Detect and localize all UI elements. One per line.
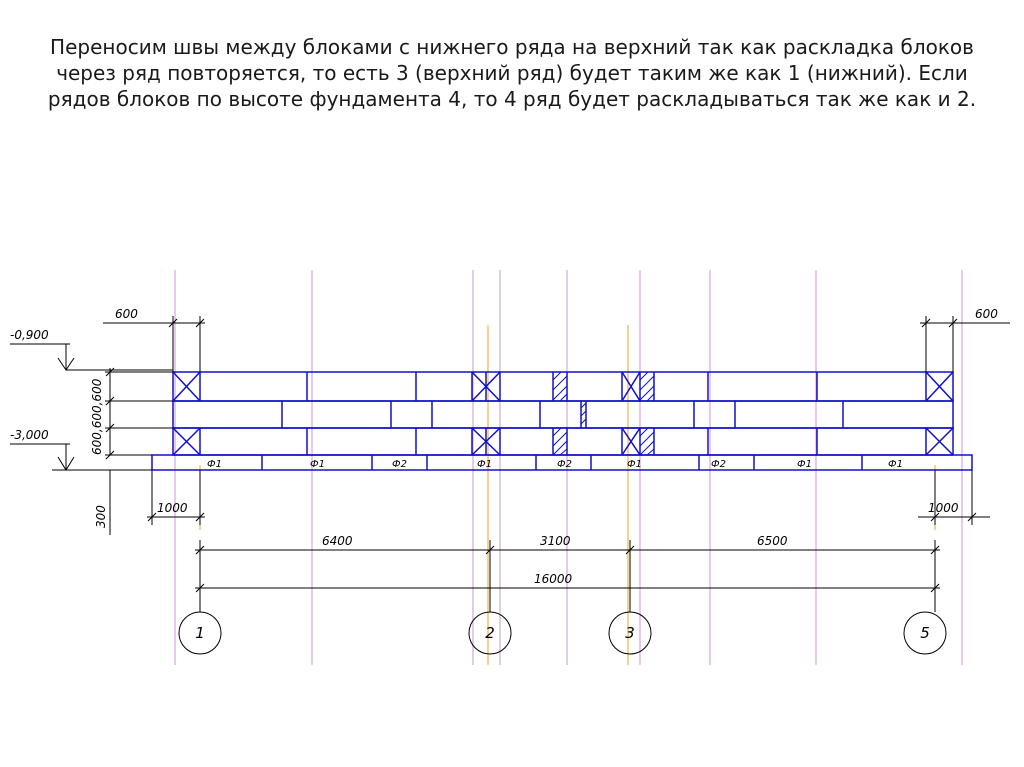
axis-label: 5 [920, 624, 930, 642]
cushion-height-label: 300 [94, 505, 108, 528]
total-dimension: 16000 [534, 572, 573, 586]
cushion-label: Ф1 [627, 459, 642, 470]
cushion-label: Ф2 [711, 459, 726, 470]
edge-width-right: 600 [975, 307, 998, 321]
block-row-2 [173, 401, 953, 428]
cushion-label: Ф1 [207, 459, 222, 470]
axis-label: 3 [625, 624, 635, 642]
axis-label: 1 [195, 624, 205, 642]
cushion-label: Ф1 [797, 459, 812, 470]
edge-width-left: 600 [115, 307, 138, 321]
cushion-labels [207, 459, 903, 470]
row-heights-label: 600,600,600 [90, 378, 104, 455]
overhang-right: 1000 [928, 501, 959, 515]
cushion-label: Ф1 [888, 459, 903, 470]
cushion-label: Ф2 [392, 459, 407, 470]
cushion-label: Ф1 [477, 459, 492, 470]
dimension-texts [10, 307, 998, 586]
overhang-left: 1000 [157, 501, 188, 515]
span-dimension: 6400 [322, 534, 353, 548]
dimension-lines [10, 316, 1010, 654]
cushion-label: Ф1 [310, 459, 325, 470]
block-row-3 [173, 372, 953, 401]
cushion-label: Ф2 [557, 459, 572, 470]
span-dimension: 6500 [757, 534, 788, 548]
level-bottom: -3,000 [10, 428, 49, 442]
axis-label: 2 [485, 624, 495, 642]
axis-labels [195, 624, 930, 642]
block-rows [152, 372, 972, 470]
level-top: -0,900 [10, 328, 49, 342]
span-dimension: 3100 [540, 534, 571, 548]
slide-caption: Переносим швы между блоками с нижнего ряда на верхний так как раскладка блоков через ряд повторяется, то есть 3 (верхний ряд) будет таким же как 1 (нижний). Если рядов блоков по высоте фундамента 4, то 4 ряд будет раскладываться так же как и 2. [47, 35, 977, 111]
block-row-1 [173, 428, 953, 455]
